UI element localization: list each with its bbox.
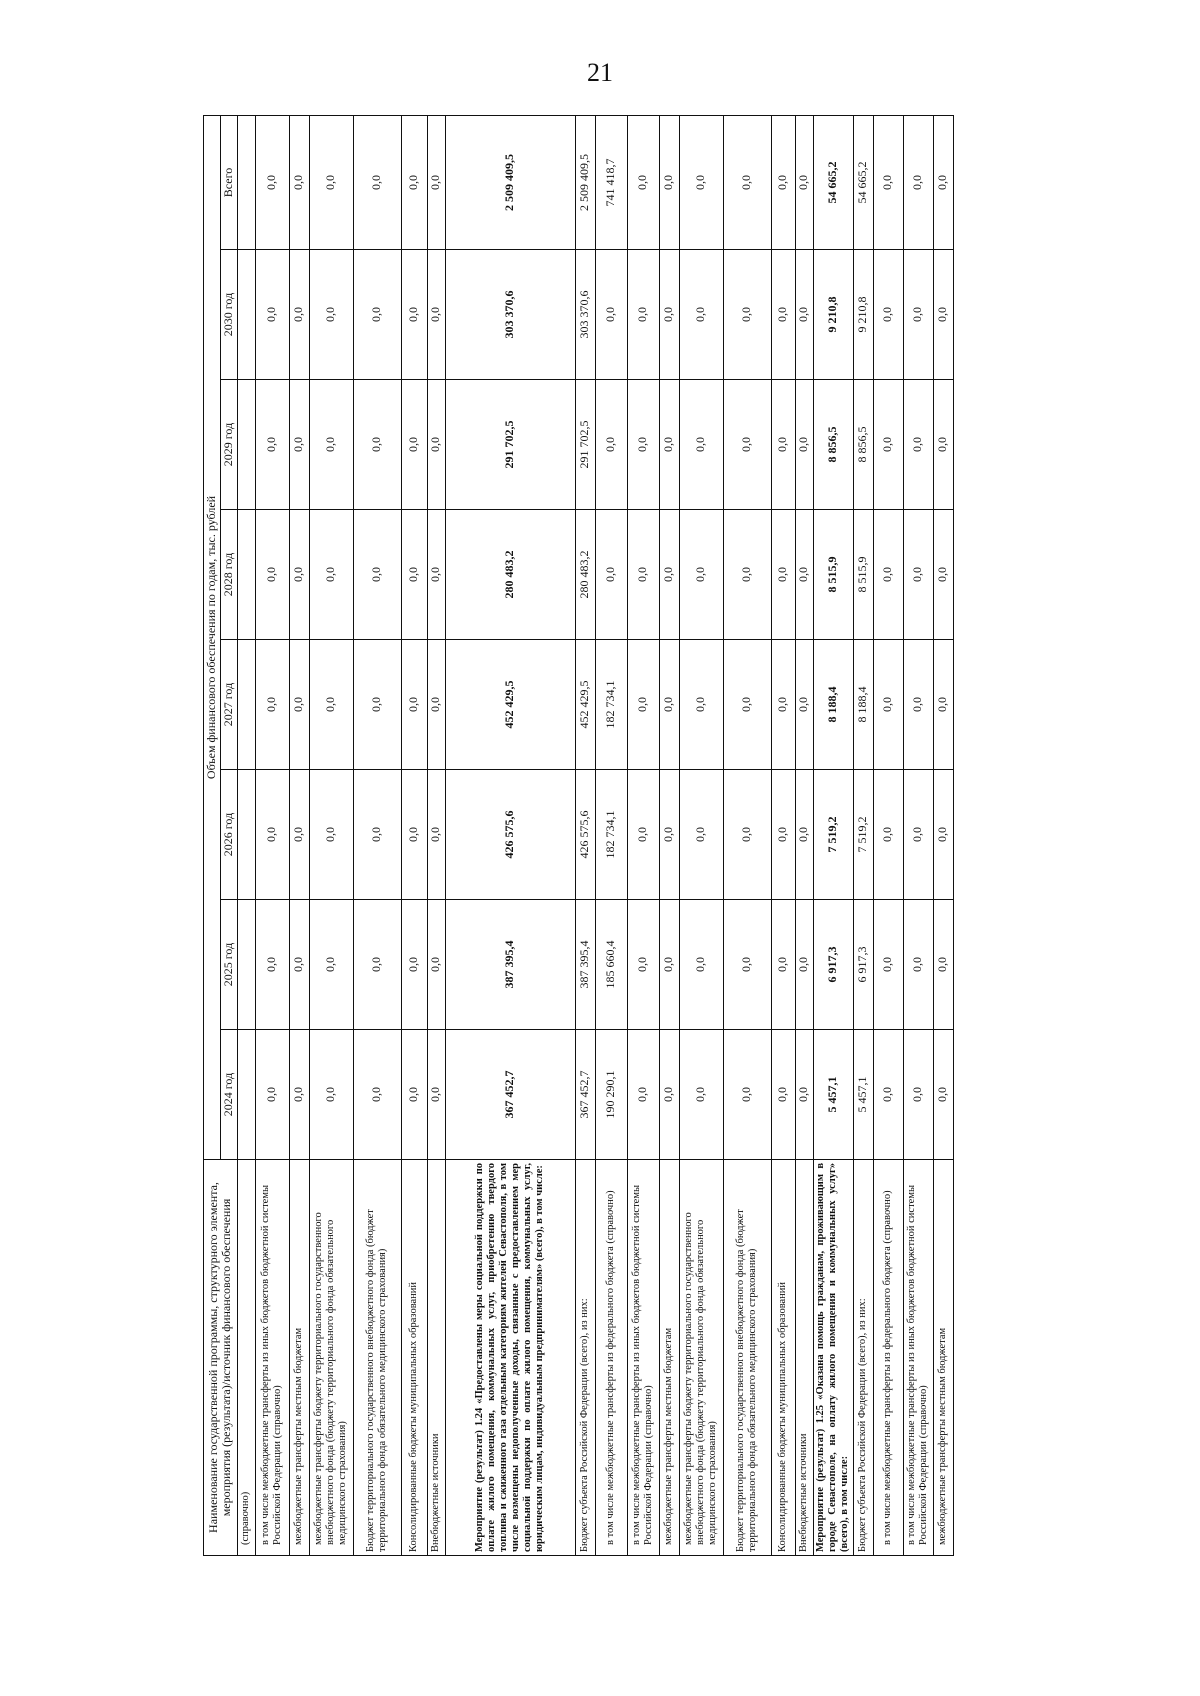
- row-value: 0,0: [933, 380, 953, 510]
- row-value: 0,0: [873, 640, 903, 770]
- row-value: 190 290,1: [595, 1030, 627, 1160]
- row-name: (справочно): [237, 1160, 255, 1556]
- row-total: 0,0: [659, 115, 679, 249]
- page-number: 21: [587, 58, 613, 87]
- table-row: [659, 115, 679, 1555]
- row-value: 0,0: [401, 510, 427, 640]
- row-value: 0,0: [289, 510, 309, 640]
- header-year: 2027 год: [220, 640, 237, 770]
- row-value: 0,0: [255, 380, 289, 510]
- row-name: межбюджетные трансферты бюджету территориального государственного внебюджетного фонда (бюджету территориального фонда обязательного медицинского страхования): [309, 1160, 353, 1556]
- row-value: 0,0: [771, 250, 795, 380]
- row-value: 0,0: [595, 380, 627, 510]
- row-total: 54 665,2: [813, 115, 853, 249]
- row-value: 5 457,1: [813, 1030, 853, 1160]
- table-row: [353, 115, 401, 1555]
- row-value: 0,0: [401, 770, 427, 900]
- table-body: [237, 115, 953, 1555]
- row-value: 0,0: [353, 900, 401, 1030]
- row-value: 0,0: [771, 510, 795, 640]
- table-row: [903, 115, 933, 1555]
- row-total: 0,0: [873, 115, 903, 249]
- row-value: 0,0: [723, 1030, 771, 1160]
- table-row: [445, 115, 575, 1555]
- row-value: 303 370,6: [575, 250, 595, 380]
- row-value: 0,0: [795, 250, 813, 380]
- row-value: 0,0: [401, 1030, 427, 1160]
- row-value: 8 188,4: [853, 640, 873, 770]
- table-row: [427, 115, 445, 1555]
- row-total: 0,0: [401, 115, 427, 249]
- row-value: 8 515,9: [813, 510, 853, 640]
- row-value: 0,0: [659, 380, 679, 510]
- row-value: 0,0: [627, 250, 659, 380]
- row-value: 0,0: [353, 250, 401, 380]
- table-row: [575, 115, 595, 1555]
- header-year: 2028 год: [220, 510, 237, 640]
- row-value: 5 457,1: [853, 1030, 873, 1160]
- row-total: 0,0: [353, 115, 401, 249]
- row-value: 9 210,8: [813, 250, 853, 380]
- row-value: 182 734,1: [595, 640, 627, 770]
- row-name: Мероприятие (результат) 1.25 «Оказана помощь гражданам, проживающим в городе Севастополе, на оплату жилого помещения и коммунальных услуг» (всего), в том числе:: [813, 1160, 853, 1556]
- row-value: 0,0: [873, 900, 903, 1030]
- row-value: 0,0: [659, 250, 679, 380]
- row-value: 0,0: [771, 380, 795, 510]
- row-value: 9 210,8: [853, 250, 873, 380]
- row-value: 0,0: [309, 770, 353, 900]
- row-value: 0,0: [289, 1030, 309, 1160]
- row-value: 0,0: [627, 640, 659, 770]
- header-name: Наименование государственной программы, структурного элемента, мероприятия (результата)/источник финансового обеспечения: [204, 1160, 238, 1556]
- row-value: 6 917,3: [853, 900, 873, 1030]
- row-value: 0,0: [255, 250, 289, 380]
- row-total: 0,0: [627, 115, 659, 249]
- table-row: [595, 115, 627, 1555]
- row-value: 0,0: [873, 250, 903, 380]
- row-value: [237, 250, 255, 380]
- row-total: 0,0: [723, 115, 771, 249]
- row-value: 291 702,5: [445, 380, 575, 510]
- table-row: [679, 115, 723, 1555]
- table-row: [309, 115, 353, 1555]
- row-value: 0,0: [679, 510, 723, 640]
- row-value: 0,0: [795, 510, 813, 640]
- row-name: Мероприятие (результат) 1.24 «Предоставлены меры социальной поддержки по оплате жилого помещения, коммунальных услуг, приобретению твердого топлива и сжиженного газа отдельным категориям жителей Севастополя, в том числе возмещены недополученные доходы, связанные с предоставлением мер социальной поддержки по оплате жилого помещения, коммунальных услуг, юридическим лицам, индивидуальным предпринимателям» (всего), в том числе:: [445, 1160, 575, 1556]
- row-value: 452 429,5: [445, 640, 575, 770]
- row-value: 0,0: [401, 380, 427, 510]
- row-total: 0,0: [309, 115, 353, 249]
- row-value: 280 483,2: [445, 510, 575, 640]
- row-value: 0,0: [795, 380, 813, 510]
- row-name: в том числе межбюджетные трансферты из иных бюджетов бюджетной системы Российской Федерации (справочно): [255, 1160, 289, 1556]
- row-value: 0,0: [353, 380, 401, 510]
- row-name: в том числе межбюджетные трансферты из иных бюджетов бюджетной системы Российской Федерации (справочно): [627, 1160, 659, 1556]
- row-name: Консолидированные бюджеты муниципальных образований: [771, 1160, 795, 1556]
- table-row: [771, 115, 795, 1555]
- row-value: 0,0: [873, 380, 903, 510]
- row-value: [237, 1030, 255, 1160]
- row-value: 0,0: [427, 1030, 445, 1160]
- row-name: межбюджетные трансферты местным бюджетам: [659, 1160, 679, 1556]
- row-value: 0,0: [659, 770, 679, 900]
- row-value: 0,0: [309, 380, 353, 510]
- row-value: 0,0: [289, 380, 309, 510]
- row-value: 0,0: [427, 900, 445, 1030]
- row-value: 426 575,6: [575, 770, 595, 900]
- row-value: [237, 510, 255, 640]
- table-row: [627, 115, 659, 1555]
- row-name: Бюджет субъекта Российской Федерации (всего), из них:: [575, 1160, 595, 1556]
- row-value: 0,0: [255, 640, 289, 770]
- row-value: 0,0: [933, 900, 953, 1030]
- row-value: 0,0: [427, 640, 445, 770]
- row-value: 0,0: [627, 770, 659, 900]
- table-row: [873, 115, 903, 1555]
- row-value: 185 660,4: [595, 900, 627, 1030]
- row-value: 0,0: [903, 900, 933, 1030]
- row-value: 452 429,5: [575, 640, 595, 770]
- row-value: 0,0: [309, 900, 353, 1030]
- row-value: 0,0: [903, 1030, 933, 1160]
- row-value: 0,0: [771, 770, 795, 900]
- row-value: 0,0: [679, 900, 723, 1030]
- row-name: Внебюджетные источники: [427, 1160, 445, 1556]
- row-name: межбюджетные трансферты местным бюджетам: [933, 1160, 953, 1556]
- row-value: 6 917,3: [813, 900, 853, 1030]
- row-value: 0,0: [353, 770, 401, 900]
- row-value: 0,0: [401, 250, 427, 380]
- header-year: 2030 год: [220, 250, 237, 380]
- row-value: [237, 770, 255, 900]
- row-value: 0,0: [595, 510, 627, 640]
- row-value: 8 515,9: [853, 510, 873, 640]
- row-value: 303 370,6: [445, 250, 575, 380]
- row-value: 0,0: [627, 510, 659, 640]
- row-value: 0,0: [289, 250, 309, 380]
- row-value: [237, 380, 255, 510]
- row-value: 0,0: [401, 900, 427, 1030]
- row-name: межбюджетные трансферты бюджету территориального государственного внебюджетного фонда (бюджету территориального фонда обязательного медицинского страхования): [679, 1160, 723, 1556]
- row-name: Бюджет территориального государственного внебюджетного фонда (бюджет территориального фонда обязательного медицинского страхования): [353, 1160, 401, 1556]
- row-value: 280 483,2: [575, 510, 595, 640]
- row-name: межбюджетные трансферты местным бюджетам: [289, 1160, 309, 1556]
- row-total: 0,0: [771, 115, 795, 249]
- row-value: 0,0: [903, 640, 933, 770]
- table-row: [853, 115, 873, 1555]
- table-row: [795, 115, 813, 1555]
- row-value: 0,0: [679, 380, 723, 510]
- row-value: 0,0: [255, 1030, 289, 1160]
- row-value: 8 188,4: [813, 640, 853, 770]
- header-year: 2029 год: [220, 380, 237, 510]
- row-total: 0,0: [795, 115, 813, 249]
- row-total: 0,0: [933, 115, 953, 249]
- table-row: [255, 115, 289, 1555]
- row-value: 0,0: [795, 900, 813, 1030]
- header-year: 2024 год: [220, 1030, 237, 1160]
- row-value: 0,0: [289, 900, 309, 1030]
- row-value: 0,0: [933, 640, 953, 770]
- row-total: 54 665,2: [853, 115, 873, 249]
- row-value: 0,0: [309, 640, 353, 770]
- row-value: 291 702,5: [575, 380, 595, 510]
- row-value: 0,0: [723, 770, 771, 900]
- row-value: 0,0: [427, 250, 445, 380]
- row-total: 0,0: [903, 115, 933, 249]
- table-row: [237, 115, 255, 1555]
- row-value: 367 452,7: [575, 1030, 595, 1160]
- row-value: 0,0: [255, 510, 289, 640]
- row-value: 0,0: [309, 250, 353, 380]
- table-row: [723, 115, 771, 1555]
- row-total: 0,0: [289, 115, 309, 249]
- row-value: 0,0: [903, 770, 933, 900]
- header-year: 2025 год: [220, 900, 237, 1030]
- row-total: 2 509 409,5: [445, 115, 575, 249]
- row-value: 0,0: [723, 640, 771, 770]
- row-value: 0,0: [771, 900, 795, 1030]
- row-name: Бюджет территориального государственного внебюджетного фонда (бюджет территориального фонда обязательного медицинского страхования): [723, 1160, 771, 1556]
- row-total: 0,0: [427, 115, 445, 249]
- row-name: Бюджет субъекта Российской Федерации (всего), из них:: [853, 1160, 873, 1556]
- row-value: 426 575,6: [445, 770, 575, 900]
- row-value: 0,0: [627, 900, 659, 1030]
- row-value: 0,0: [427, 380, 445, 510]
- row-value: 0,0: [659, 1030, 679, 1160]
- header-volume: Объем финансового обеспечения по годам, тыс. рублей: [204, 115, 221, 1159]
- row-value: 0,0: [427, 770, 445, 900]
- row-value: 0,0: [255, 900, 289, 1030]
- row-value: 0,0: [309, 1030, 353, 1160]
- row-value: 387 395,4: [445, 900, 575, 1030]
- row-name: Внебюджетные источники: [795, 1160, 813, 1556]
- row-value: 0,0: [873, 770, 903, 900]
- row-name: в том числе межбюджетные трансферты из федерального бюджета (справочно): [873, 1160, 903, 1556]
- table-row: [401, 115, 427, 1555]
- rotated-table-container: [203, 116, 1200, 1556]
- row-value: 0,0: [771, 1030, 795, 1160]
- row-total: 0,0: [255, 115, 289, 249]
- row-value: 0,0: [255, 770, 289, 900]
- row-value: 0,0: [873, 510, 903, 640]
- row-value: 0,0: [795, 770, 813, 900]
- table-row: [289, 115, 309, 1555]
- header-total: Всего: [220, 115, 237, 249]
- row-value: 7 519,2: [853, 770, 873, 900]
- row-total: 741 418,7: [595, 115, 627, 249]
- row-value: [237, 640, 255, 770]
- row-value: 0,0: [353, 1030, 401, 1160]
- row-value: 0,0: [289, 770, 309, 900]
- row-value: 0,0: [933, 770, 953, 900]
- row-value: 7 519,2: [813, 770, 853, 900]
- row-value: 387 395,4: [575, 900, 595, 1030]
- row-value: 0,0: [659, 900, 679, 1030]
- row-value: 0,0: [679, 250, 723, 380]
- row-value: 0,0: [679, 640, 723, 770]
- row-total: [237, 115, 255, 249]
- row-value: 0,0: [679, 770, 723, 900]
- row-value: 8 856,5: [813, 380, 853, 510]
- row-value: 367 452,7: [445, 1030, 575, 1160]
- row-value: 0,0: [679, 1030, 723, 1160]
- row-total: 0,0: [679, 115, 723, 249]
- row-value: 0,0: [795, 640, 813, 770]
- financing-table: [203, 115, 954, 1556]
- row-value: 0,0: [627, 1030, 659, 1160]
- row-value: 0,0: [933, 250, 953, 380]
- header-year: 2026 год: [220, 770, 237, 900]
- row-value: [237, 900, 255, 1030]
- row-value: 0,0: [723, 510, 771, 640]
- row-value: 0,0: [771, 640, 795, 770]
- row-value: 0,0: [873, 1030, 903, 1160]
- row-value: 0,0: [903, 380, 933, 510]
- row-value: 0,0: [903, 250, 933, 380]
- row-total: 2 509 409,5: [575, 115, 595, 249]
- row-value: 0,0: [795, 1030, 813, 1160]
- row-value: 0,0: [595, 250, 627, 380]
- row-value: 8 856,5: [853, 380, 873, 510]
- row-value: 0,0: [903, 510, 933, 640]
- table-row: [813, 115, 853, 1555]
- row-value: 0,0: [933, 1030, 953, 1160]
- header-row-1: [204, 115, 221, 1555]
- row-value: 0,0: [353, 640, 401, 770]
- row-value: 0,0: [353, 510, 401, 640]
- row-value: 0,0: [401, 640, 427, 770]
- row-name: в том числе межбюджетные трансферты из федерального бюджета (справочно): [595, 1160, 627, 1556]
- row-value: 0,0: [933, 510, 953, 640]
- row-name: в том числе межбюджетные трансферты из иных бюджетов бюджетной системы Российской Федерации (справочно): [903, 1160, 933, 1556]
- row-value: 0,0: [309, 510, 353, 640]
- row-value: 0,0: [659, 640, 679, 770]
- table-row: [933, 115, 953, 1555]
- row-value: 0,0: [627, 380, 659, 510]
- row-value: 0,0: [723, 900, 771, 1030]
- row-name: Консолидированные бюджеты муниципальных образований: [401, 1160, 427, 1556]
- row-value: 0,0: [289, 640, 309, 770]
- row-value: 182 734,1: [595, 770, 627, 900]
- row-value: 0,0: [723, 380, 771, 510]
- row-value: 0,0: [427, 510, 445, 640]
- row-value: 0,0: [723, 250, 771, 380]
- row-value: 0,0: [659, 510, 679, 640]
